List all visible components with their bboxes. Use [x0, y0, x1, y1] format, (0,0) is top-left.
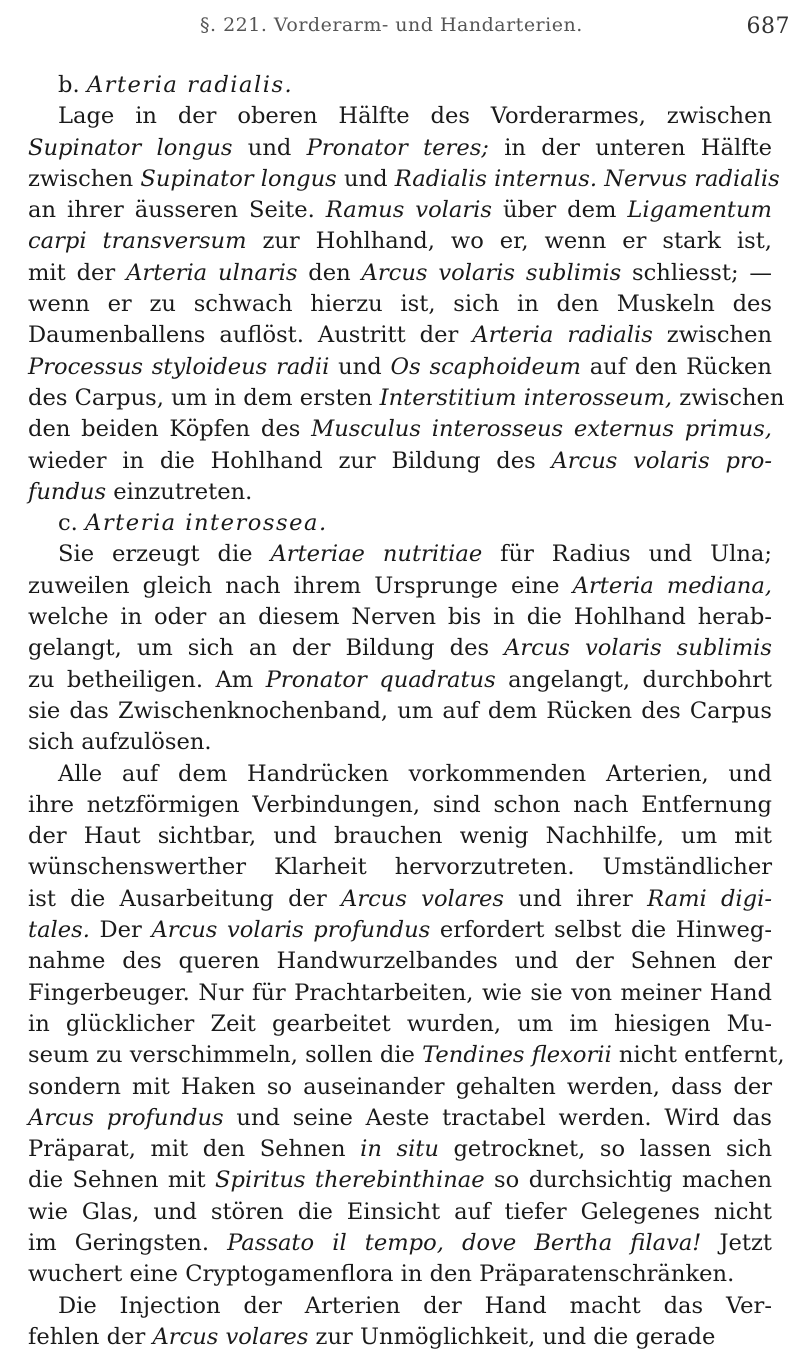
- text-line: [28, 539, 772, 570]
- text-run: seum zu verschimmeln, sollen die: [28, 1042, 423, 1069]
- paragraph: [28, 539, 772, 758]
- text-run: welche in oder an diesem Nerven bis in die Hohlhand herab-: [28, 604, 772, 631]
- italic-term: Arcus profundus: [28, 1104, 224, 1131]
- italic-term: Supinator longus: [28, 134, 233, 161]
- italic-term: Processus styloideus radii: [28, 353, 330, 380]
- paragraph: [28, 759, 785, 1291]
- text-line: [28, 665, 772, 696]
- text-run: wenn er zu schwach hierzu ist, sich in den Muskeln des: [28, 291, 772, 318]
- text-run: wuchert eine Cryptogamenflora in den Präparatenschränken.: [28, 1261, 735, 1288]
- italic-term: Arcus volaris sublimis: [361, 259, 622, 286]
- text-line: [28, 571, 772, 602]
- text-line: [28, 446, 772, 477]
- text-run: zwischen: [28, 165, 141, 192]
- text-run: der Haut sichtbar, und brauchen wenig Nachhilfe, um mit: [28, 823, 772, 850]
- text-line: [28, 195, 772, 226]
- italic-term: Arteriae nutritiae: [270, 541, 483, 568]
- italic-term: fundus: [28, 478, 107, 505]
- text-line: [28, 226, 772, 257]
- text-run: schliesst; —: [621, 259, 773, 286]
- text-line: [28, 258, 772, 289]
- text-line: [28, 477, 772, 508]
- text-run: in glücklicher Zeit gearbeitet wurden, um im hiesigen Mu-: [28, 1010, 772, 1037]
- text-line: [28, 1165, 772, 1196]
- text-run: Jetzt: [701, 1229, 772, 1256]
- text-line: [28, 852, 772, 883]
- text-run: ist die Ausarbeitung der: [28, 885, 342, 912]
- text-run: und: [329, 353, 391, 380]
- text-run: im Geringsten.: [28, 1229, 228, 1256]
- text-line: [28, 978, 772, 1009]
- text-line: [28, 759, 772, 790]
- italic-term: Ligamentum: [627, 197, 772, 224]
- text-run: b.: [58, 72, 87, 98]
- text-line: [28, 383, 785, 414]
- italic-term: carpi transversum: [28, 228, 247, 255]
- text-run: über dem: [492, 197, 628, 224]
- text-line: [28, 884, 772, 915]
- text-line: [28, 633, 772, 664]
- text-run: Daumenballens auflöst. Austritt der: [28, 322, 473, 349]
- text-run: Sie erzeugt die: [58, 541, 271, 568]
- italic-term: Supinator longus: [140, 165, 337, 192]
- section-heading: [28, 70, 772, 101]
- page-number: 687: [746, 14, 790, 39]
- text-run: erfordert selbst die Hinweg-: [430, 917, 772, 944]
- text-run: nahme des queren Handwurzelbandes und der Sehnen der: [28, 948, 772, 975]
- text-line: [28, 414, 772, 445]
- italic-term: Arcus volaris profundus: [151, 917, 431, 944]
- text-run: Lage in der oberen Hälfte des Vorderarmes, zwischen: [58, 103, 772, 130]
- text-run: c.: [58, 510, 86, 537]
- text-run: in der unteren Hälfte: [488, 134, 772, 161]
- italic-term: Interstitium interosseum,: [379, 384, 673, 411]
- italic-term: Arcus volares: [152, 1323, 309, 1350]
- text-line: [28, 1322, 772, 1353]
- text-run: Alle auf dem Handrücken vorkommenden Arterien, und: [58, 760, 772, 787]
- italic-term: Arteria radialis: [472, 322, 653, 349]
- italic-term: in situ: [360, 1136, 439, 1163]
- text-run: so durchsichtig machen: [484, 1167, 772, 1194]
- text-line: [28, 1072, 772, 1103]
- paragraph: [28, 1291, 772, 1354]
- text-run: den beiden Köpfen des: [28, 416, 312, 443]
- text-run: den: [297, 259, 362, 286]
- text-run: die Sehnen mit: [28, 1167, 216, 1194]
- italic-term: Arteria ulnaris: [126, 259, 298, 286]
- text-run: sich aufzulösen.: [28, 729, 212, 756]
- text-run: zur Unmöglichkeit, und die gerade: [308, 1323, 716, 1350]
- text-line: [28, 164, 780, 195]
- text-line: [28, 1197, 772, 1228]
- text-run: wünschenswerther Klarheit hervorzutreten. Umständlicher: [28, 854, 772, 881]
- italic-term: Spiritus therebinthinae: [215, 1167, 485, 1194]
- text-line: [28, 821, 772, 852]
- italic-term: Radialis internus. Nervus radialis: [394, 165, 780, 192]
- text-run: einzutreten.: [106, 478, 253, 505]
- italic-term: Arteria interossea.: [85, 510, 328, 537]
- text-line: [28, 1291, 772, 1322]
- text-run: wieder in die Hohlhand zur Bildung des: [28, 447, 552, 474]
- text-line: [28, 1009, 772, 1040]
- text-run: sie das Zwischenknochenband, um auf dem Rücken des Carpus: [28, 697, 772, 724]
- italic-term: Pronator quadratus: [265, 666, 496, 693]
- text-run: zwischen: [652, 322, 772, 349]
- text-run: und: [232, 134, 307, 161]
- paragraph: [28, 101, 785, 508]
- text-line: [28, 352, 772, 383]
- text-run: angelangt, durchbohrt: [495, 666, 772, 693]
- text-line: [28, 1040, 785, 1071]
- text-run: zuweilen gleich nach ihrem Ursprunge eine: [28, 572, 573, 599]
- italic-term: Arcus volares: [341, 885, 505, 912]
- text-run: zwischen: [672, 384, 785, 411]
- text-line: [28, 602, 772, 633]
- text-run: nicht entfernt,: [611, 1042, 785, 1069]
- text-line: [28, 1103, 772, 1134]
- text-line: [28, 320, 772, 351]
- text-run: des Carpus, um in dem ersten: [28, 384, 380, 411]
- section-title: §. 221. Vorderarm- und Handarterien.: [200, 14, 583, 36]
- italic-term: tales.: [28, 917, 90, 944]
- text-run: gelangt, um sich an der Bildung des: [28, 635, 505, 662]
- italic-term: Arteria mediana,: [572, 572, 772, 599]
- text-run: und: [336, 165, 395, 192]
- text-run: auf den Rücken: [580, 353, 772, 380]
- text-run: getrocknet, so lassen sich: [438, 1136, 772, 1163]
- text-run: mit der: [28, 259, 127, 286]
- text-line: [28, 133, 772, 164]
- text-run: und seine Aeste tractabel werden. Wird das: [223, 1104, 772, 1131]
- text-run: an ihrer äusseren Seite.: [28, 197, 326, 224]
- italic-term: Arcus volaris pro-: [551, 447, 772, 474]
- text-run: fehlen der: [28, 1323, 153, 1350]
- text-run: ihre netzförmigen Verbindungen, sind schon nach Entfernung: [28, 791, 772, 818]
- running-head: [200, 6, 790, 42]
- italic-term: Os scaphoideum: [390, 353, 581, 380]
- text-run: wie Glas, und stören die Einsicht auf tiefer Gelegenes nicht: [28, 1198, 772, 1225]
- italic-term: Ramus volaris: [325, 197, 492, 224]
- text-run: Die Injection der Arterien der Hand macht das Ver-: [58, 1292, 772, 1319]
- text-run: sondern mit Haken so auseinander gehalten werden, dass der: [28, 1073, 772, 1100]
- section-heading: [28, 508, 772, 539]
- text-line: [28, 696, 772, 727]
- italic-term: Pronator teres;: [306, 134, 489, 161]
- italic-term: Arcus volaris sublimis: [504, 635, 772, 662]
- text-line: [28, 790, 772, 821]
- text-line: [28, 946, 772, 977]
- text-line: [28, 1228, 772, 1259]
- text-line: [28, 101, 772, 132]
- text-line: [28, 1259, 772, 1290]
- text-line: [28, 70, 772, 101]
- text-run: und ihrer: [504, 885, 648, 912]
- text-line: [28, 1134, 772, 1165]
- text-run: zur Hohlhand, wo er, wenn er stark ist,: [246, 228, 772, 255]
- italic-term: Passato il tempo, dove Bertha filava!: [227, 1229, 702, 1256]
- text-run: Der: [89, 917, 152, 944]
- text-line: [28, 727, 772, 758]
- italic-term: Musculus interosseus externus primus,: [311, 416, 772, 443]
- body-text: [28, 70, 785, 1353]
- text-run: Präparat, mit den Sehnen: [28, 1136, 361, 1163]
- text-run: Fingerbeuger. Nur für Prachtarbeiten, wie sie von meiner Hand: [28, 979, 772, 1006]
- text-run: zu betheiligen. Am: [28, 666, 266, 693]
- italic-term: Tendines flexorii: [422, 1042, 612, 1069]
- text-line: [28, 508, 772, 539]
- text-line: [28, 289, 772, 320]
- italic-term: Arteria radialis.: [86, 72, 294, 98]
- text-line: [28, 915, 772, 946]
- text-run: für Radius und Ulna;: [482, 541, 772, 568]
- italic-term: Rami digi-: [647, 885, 772, 912]
